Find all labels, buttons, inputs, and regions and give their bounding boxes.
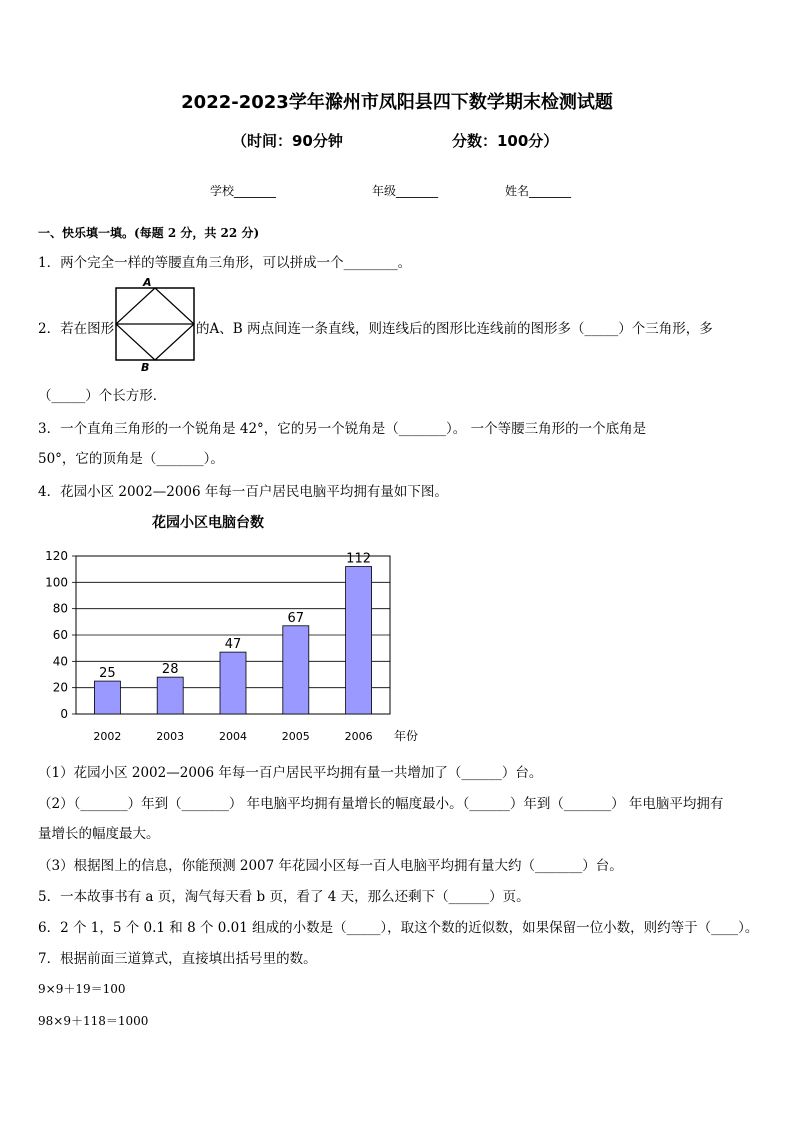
x-tick-label: 2003	[156, 730, 185, 743]
x-axis-label: 年份	[394, 729, 419, 743]
question-6: 6．2 个 1，5 个 0.1 和 8 个 0.01 组成的小数是（_____），取这个数的近似数，如果保留一位小数，则约等于（____）。	[38, 920, 759, 936]
equation-1: 9×9＋19＝100	[38, 982, 126, 996]
bar-data-label: 28	[161, 662, 179, 678]
x-tick-label: 2002	[93, 730, 122, 743]
question-3-line1: 3．一个直角三角形的一个锐角是 42°，它的另一个锐角是（_______）。 一个等腰三角形的一个底角是	[38, 421, 647, 437]
y-tick-label: 100	[45, 575, 68, 590]
bar-data-label: 112	[346, 551, 372, 567]
school-field[interactable]: 学校_______	[210, 184, 277, 198]
exam-time: （时间：90分钟	[232, 132, 343, 150]
square-rhombus-figure	[112, 274, 198, 372]
question-4-sub2-line2: 量增长的幅度最大。	[38, 826, 160, 842]
exam-score: 分数：100分）	[452, 132, 559, 150]
question-4-sub3: （3）根据图上的信息，你能预测 2007 年花园小区每一百人电脑平均拥有量大约（_______）台。	[38, 858, 623, 874]
name-field[interactable]: 姓名_______	[505, 184, 572, 198]
section-heading: 一、快乐填一填。(每题 2 分，共 22 分)	[38, 226, 260, 240]
chart-title: 花园小区电脑台数	[152, 515, 264, 531]
x-tick-label: 2006	[344, 730, 373, 743]
bar-2003	[157, 677, 183, 714]
y-tick-label: 120	[45, 549, 68, 563]
question-2-line2: （_____）个长方形．	[38, 388, 167, 404]
bar-2002	[94, 681, 120, 714]
bar-2006	[346, 567, 372, 714]
question-5: 5．一本故事书有 a 页，淘气每天看 b 页，看了 4 天，那么还剩下（______）页。	[38, 889, 530, 905]
figure-label-b: B	[141, 361, 150, 372]
bar-chart	[30, 545, 430, 750]
question-7: 7．根据前面三道算式，直接填出括号里的数。	[38, 951, 317, 967]
x-tick-label: 2005	[281, 730, 310, 743]
equation-2: 98×9＋118＝1000	[38, 1014, 149, 1028]
bar-data-label: 67	[287, 610, 305, 626]
question-2-end: 的A、B 两点间连一条直线，则连线后的图形比连线前的图形多（_____）个三角形，多	[196, 321, 713, 337]
y-tick-label: 40	[52, 654, 68, 669]
x-tick-label: 2004	[219, 730, 247, 743]
y-tick-label: 0	[60, 707, 68, 721]
question-3-line2: 50°，它的顶角是（_______）。	[38, 451, 224, 467]
y-tick-label: 60	[52, 628, 68, 642]
figure-label-a: A	[143, 276, 152, 289]
question-4-sub1: （1）花园小区 2002—2006 年每一百户居民平均拥有量一共增加了（______）台。	[38, 765, 543, 781]
bar-2005	[283, 626, 309, 714]
bar-data-label: 47	[224, 637, 242, 653]
question-2-start: 2．若在图形	[38, 321, 115, 337]
grade-field[interactable]: 年级_______	[372, 184, 439, 198]
question-4-sub2-line1: （2）（_______）年到（_______） 年电脑平均拥有量增长的幅度最小。（______）年到（_______） 年电脑平均拥有	[38, 796, 724, 812]
y-tick-label: 20	[52, 680, 68, 695]
question-4: 4．花园小区 2002—2006 年每一百户居民电脑平均拥有量如下图。	[38, 484, 448, 500]
page-title: 2022-2023学年滁州市凤阳县四下数学期末检测试题	[181, 92, 613, 113]
question-1: 1．两个完全一样的等腰直角三角形，可以拼成一个________。	[38, 255, 412, 271]
y-tick-label: 80	[52, 601, 68, 616]
bar-data-label: 25	[99, 666, 116, 682]
bar-2004	[220, 652, 246, 714]
